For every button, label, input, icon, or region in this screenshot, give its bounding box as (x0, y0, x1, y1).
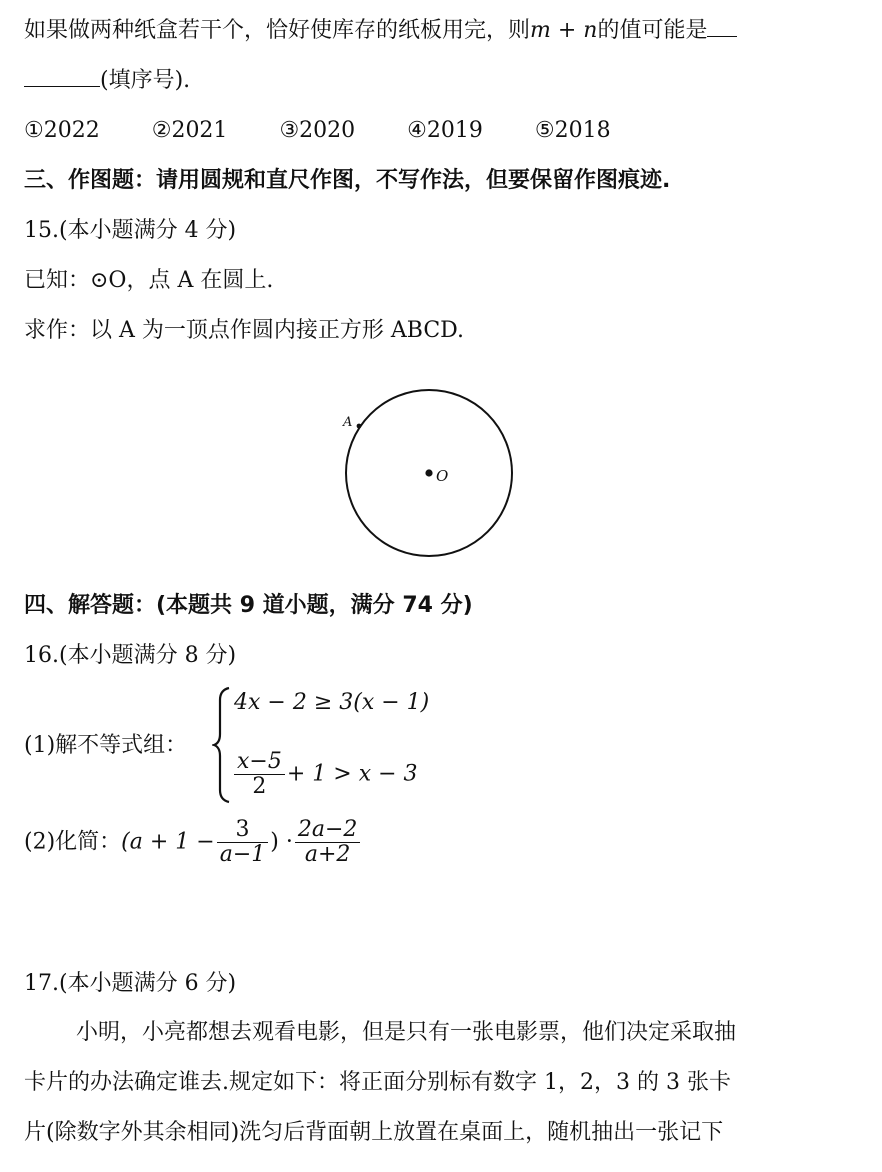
system-brace (212, 686, 232, 804)
inequality-1: 4x − 2 ≥ 3(x − 1) (234, 690, 430, 715)
section-4-heading: 四、解答题：(本题共 9 道小题，满分 74 分) (24, 593, 473, 618)
q16-part2-label: (2)化简： (24, 829, 122, 855)
answer-blank-1[interactable] (707, 34, 737, 37)
q15-task: 求作：以 A 为一顶点作圆内接正方形 ABCD. (24, 318, 465, 343)
section-3-heading: 三、作图题：请用圆规和直尺作图，不写作法，但要保留作图痕迹. (24, 168, 671, 193)
frac2-denominator: a+2 (304, 842, 351, 867)
expr-fraction-2 (295, 818, 361, 867)
option-2: ②2021 (151, 118, 228, 143)
q17-para-line-2: 卡片的办法确定谁去.规定如下：将正面分别标有数字 1，2，3 的 3 张卡 (24, 1070, 731, 1095)
point-a-label: A (343, 415, 353, 430)
q14-line-1 (24, 16, 737, 46)
q17-para-line-3: 片(除数字外其余相同)洗匀后背面朝上放置在桌面上，随机抽出一张记下 (24, 1120, 724, 1145)
expr-close: ) · (270, 829, 293, 855)
q16-part1-label: (1)解不等式组： (24, 733, 188, 758)
ineq2-rest: + 1 > x − 3 (286, 761, 418, 787)
ineq2-denominator: 2 (252, 774, 267, 799)
q17-para-line-1: 小明，小亮都想去观看电影，但是只有一张电影票，他们决定采取抽 (76, 1020, 737, 1045)
q15-given: 已知：⊙O，点 A 在圆上. (24, 268, 274, 293)
expr-fraction-1 (217, 818, 269, 867)
option-5: ⑤2018 (534, 118, 611, 143)
center-o-label: O (436, 467, 449, 485)
q16-part2 (24, 818, 362, 867)
circle-figure (330, 380, 530, 570)
point-a (357, 424, 362, 429)
inequality-2-fraction (234, 750, 285, 799)
expr-open: (a + 1 − (121, 829, 215, 855)
option-4: ④2019 (407, 118, 483, 143)
frac1-denominator: a−1 (219, 842, 266, 867)
q14-text-after: 的值可能是 (597, 18, 708, 43)
q16-header: 16.(本小题满分 8 分) (24, 643, 237, 668)
center-o (425, 469, 432, 476)
q14-line-2 (24, 66, 190, 96)
option-1: ①2022 (24, 118, 100, 143)
inequality-2 (232, 750, 418, 799)
q14-options (24, 116, 663, 146)
option-3: ③2020 (279, 118, 356, 143)
q14-fill-hint: (填序号). (100, 68, 191, 93)
frac2-numerator: 2a−2 (295, 818, 361, 843)
frac1-numerator: 3 (217, 818, 269, 843)
ineq2-numerator: x−5 (234, 750, 285, 775)
q14-math-expression: m + n (530, 18, 598, 43)
q15-header: 15.(本小题满分 4 分) (24, 218, 237, 243)
answer-blank-2[interactable] (24, 84, 100, 87)
q17-header: 17.(本小题满分 6 分) (24, 971, 237, 996)
q14-text: 如果做两种纸盒若干个，恰好使库存的纸板用完，则 (24, 18, 531, 43)
